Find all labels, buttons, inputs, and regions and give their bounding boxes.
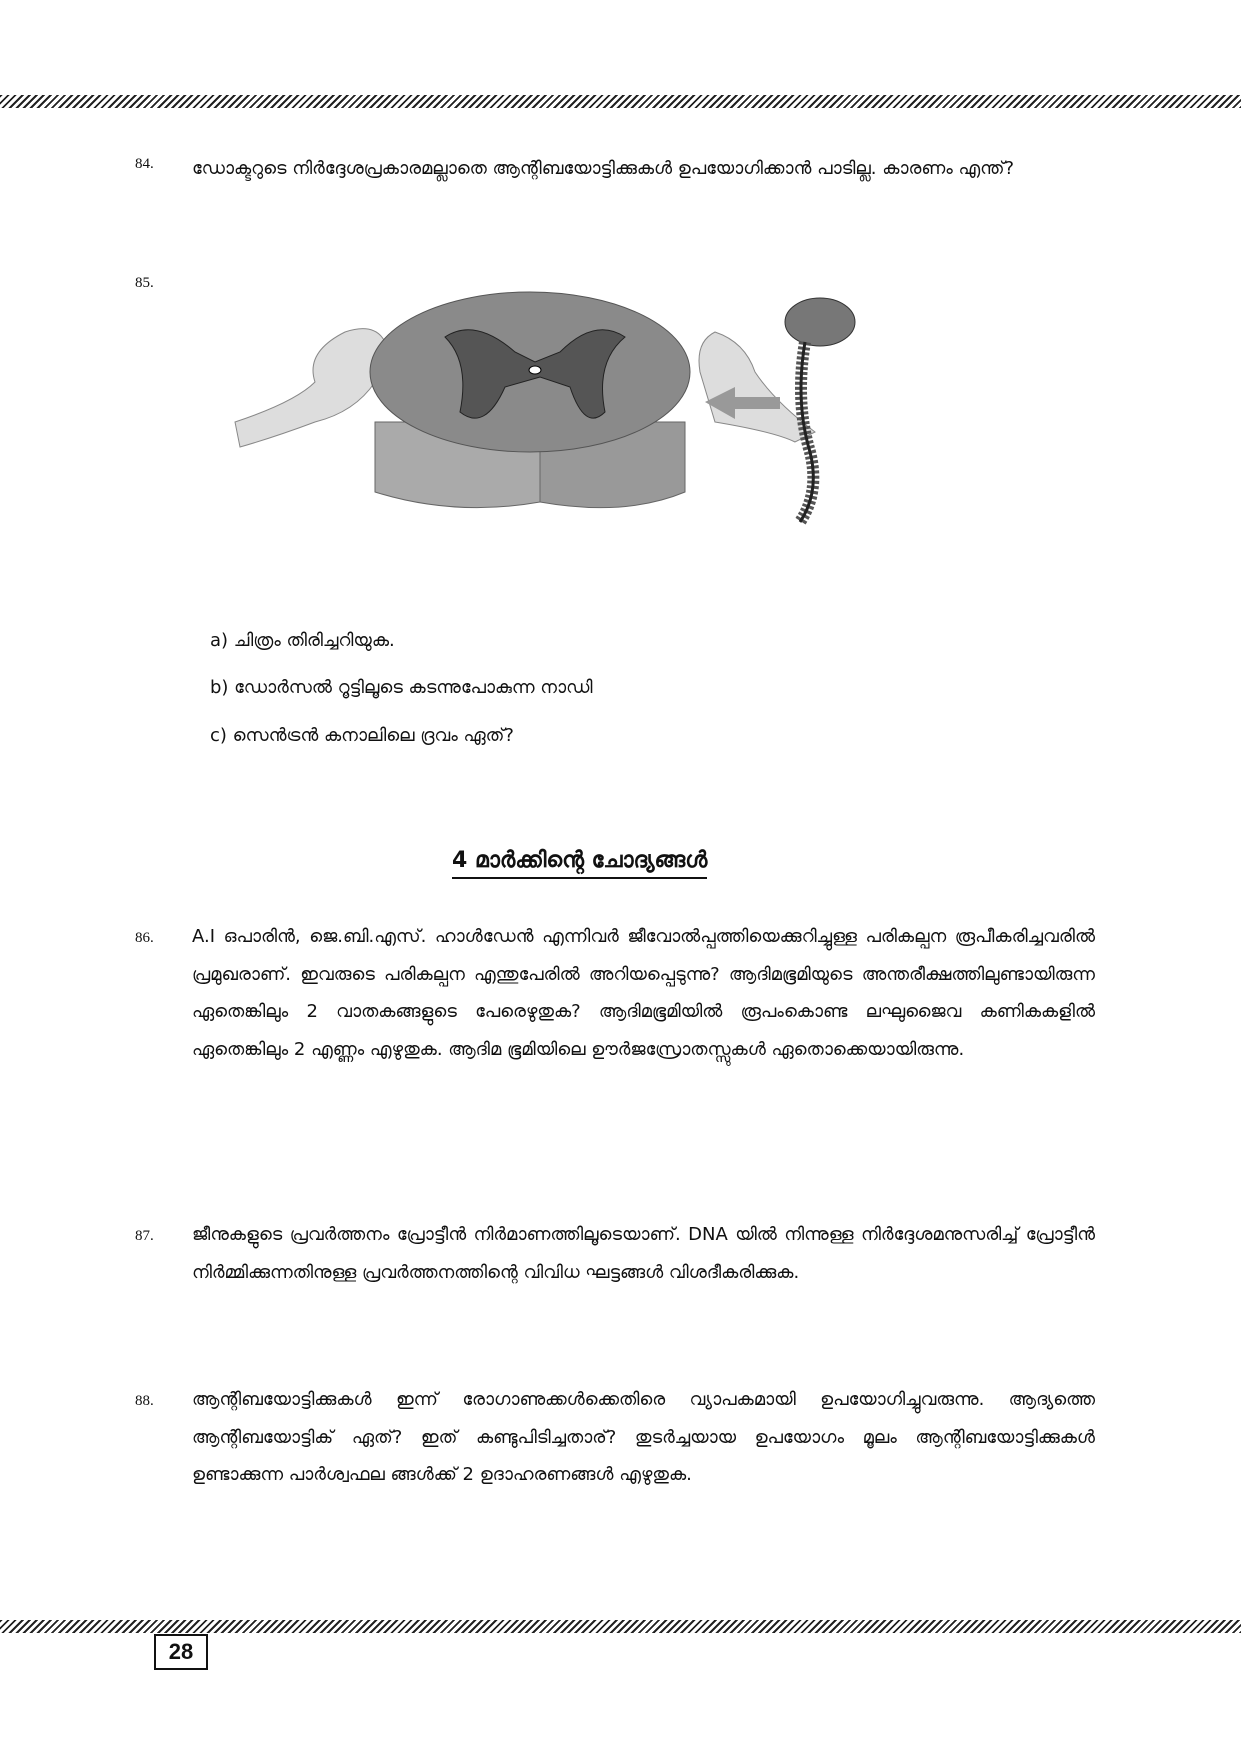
spinal-cord-diagram [215,262,885,532]
question-text: A.I ഒപാരിൻ, ജെ.ബി.എസ്. ഹാൾഡേൻ എന്നിവർ ജീവോൽപ്പത്തിയെക്കുറിച്ചുള്ള പരികല്പന രൂപീകരിച്ചവരിൽ പ്രമുഖരാണ്. ഇവരുടെ പരികല്പന എന്തുപേരിൽ അറിയപ്പെടുന്നു? ആദിമഭൂമിയുടെ അന്തരീക്ഷത്തിലുണ്ടായിരുന്ന ഏതെങ്കിലും 2 വാതകങ്ങളുടെ പേരെഴുതുക? ആദിമഭൂമിയിൽ രൂപംകൊണ്ട ലഘുജൈവ കണികകളിൽ ഏതെങ്കിലും 2 എണ്ണം എഴുതുക. ആദിമ ഭൂമിയിലെ ഊർജസ്രോതസ്സുകൾ ഏതൊക്കെയായിരുന്നു. [192,926,1095,1060]
subpart-a: a) ചിത്രം തിരിച്ചറിയുക. [210,630,395,651]
question-number: 85. [135,275,154,291]
question-number: 84. [135,156,154,172]
question-87 [135,1216,1095,1291]
bottom-hatched-rule [0,1620,1241,1633]
page-number: 28 [154,1634,208,1670]
subpart-b: b) ഡോർസൽ റൂട്ടിലൂടെ കടന്നുപോകുന്ന നാഡി [210,677,593,698]
question-number: 88. [135,1393,154,1409]
subpart-c: c) സെൻട്രൻ കനാലിലെ ദ്രവം ഏത്? [210,725,514,746]
brain-and-spine-icon [785,298,855,522]
question-text: ജീനുകളുടെ പ്രവർത്തനം പ്രോട്ടീൻ നിർമാണത്തിലൂടെയാണ്. DNA യിൽ നിന്നുള്ള നിർദ്ദേശമനുസരിച്ച് പ്രോട്ടീൻ നിർമ്മിക്കുന്നതിനുള്ള പ്രവർത്തനത്തിന്റെ വിവിധ ഘട്ടങ്ങൾ വിശദീകരിക്കുക. [192,1224,1095,1283]
question-number: 86. [135,930,154,946]
central-canal [529,366,541,374]
question-84 [135,150,1095,188]
question-text: ഡോക്ടറുടെ നിർദ്ദേശപ്രകാരമല്ലാതെ ആന്റിബയോട്ടിക്കുകൾ ഉപയോഗിക്കാൻ പാടില്ല. കാരണം എന്ത്? [192,158,1015,179]
spinal-cord-section [370,292,690,508]
top-hatched-rule [0,95,1241,108]
question-86 [135,918,1095,1068]
question-text: ആന്റിബയോട്ടിക്കുകൾ ഇന്ന് രോഗാണുക്കൾക്കെതിരെ വ്യാപകമായി ഉപയോഗിച്ചുവരുന്നു. ആദ്യത്തെ ആന്റിബയോട്ടിക് ഏത്? ഇത് കണ്ടുപിടിച്ചതാര്? തുടർച്ചയായ ഉപയോഗം മൂലം ആന്റിബയോട്ടിക്കുകൾ ഉണ്ടാക്കുന്ന പാർശ്വഫല ങ്ങൾക്ക് 2 ഉദാഹരണങ്ങൾ എഴുതുക. [192,1389,1095,1485]
section-heading: 4 മാർക്കിന്റെ ചോദ്യങ്ങൾ [452,848,707,879]
question-number: 87. [135,1228,154,1244]
question-88 [135,1381,1095,1494]
